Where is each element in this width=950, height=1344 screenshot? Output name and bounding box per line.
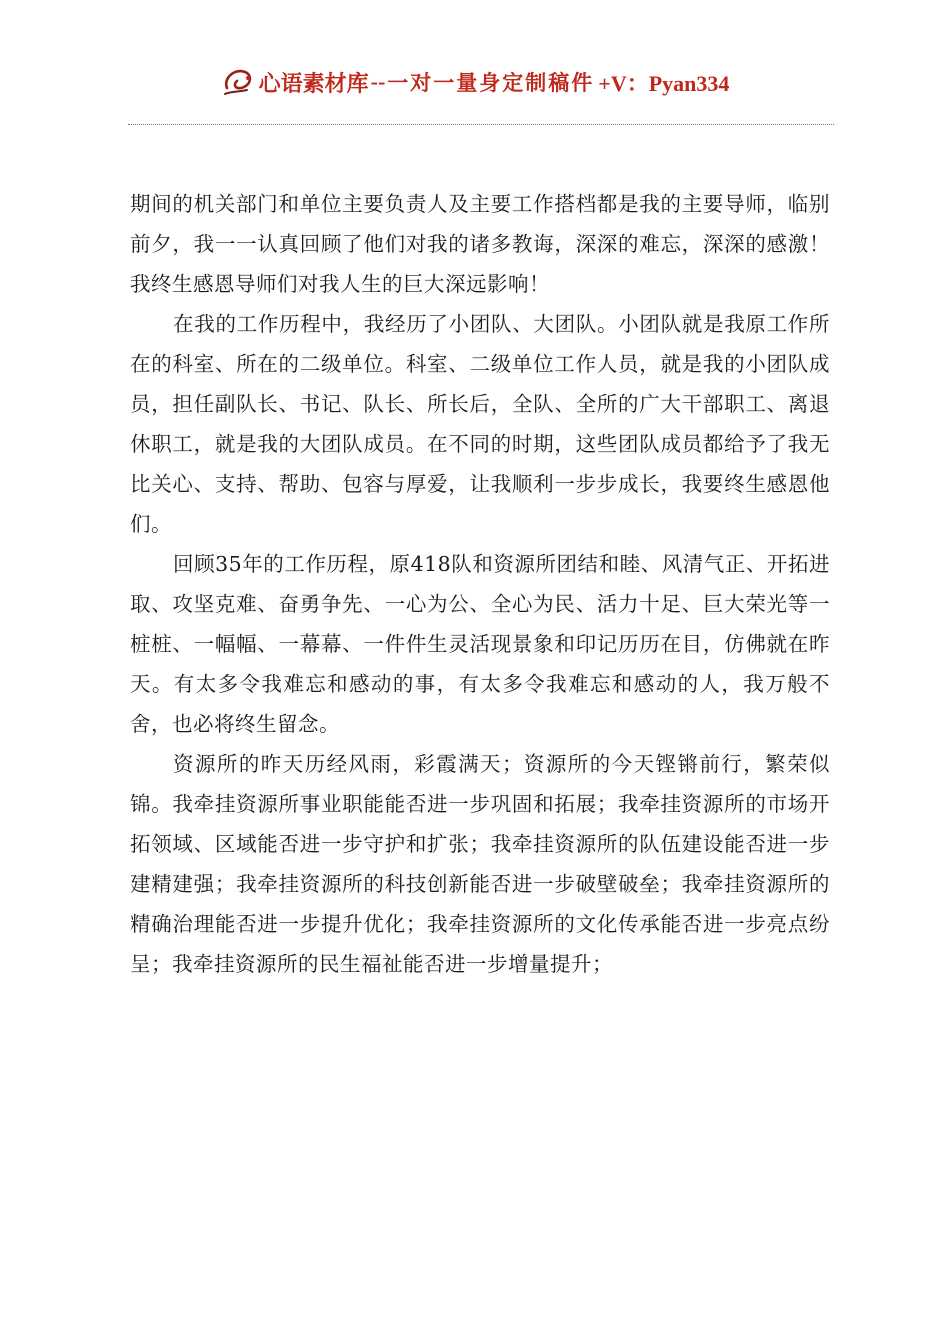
brand-separator: -- [370,69,386,94]
paragraph-4: 资源所的昨天历经风雨，彩霞满天；资源所的今天铿锵前行，繁荣似锦。我牵挂资源所事业职能能否进一步巩固和拓展；我牵挂资源所的市场开拓领域、区域能否进一步守护和扩张；我牵挂资源所的队伍建设能否进一步建精建强；我牵挂资源所的科技创新能否进一步破壁破垒；我牵挂资源所的精确治理能否进一步提升优化；我牵挂资源所的文化传承能否进一步亮点纷呈；我牵挂资源所的民生福祉能否进一步增量提升； [130,752,830,976]
document-body [130,184,830,984]
brand-name: 心语素材库 [258,70,369,97]
header-tagline: 一对一量身定制稿件 [387,70,595,95]
brush-swirl-logo-icon [221,64,257,100]
paragraph-1: 期间的机关部门和单位主要负责人及主要工作搭档都是我的主要导师，临别前夕，我一一认真回顾了他们对我的诸多教诲，深深的难忘，深深的感激！我终生感恩导师们对我人生的巨大深远影响！ [130,192,830,296]
paragraph-2: 在我的工作历程中，我经历了小团队、大团队。小团队就是我原工作所在的科室、所在的二级单位。科室、二级单位工作人员，就是我的小团队成员，担任副队长、书记、队长、所长后，全队、全所的广大干部职工、离退休职工，就是我的大团队成员。在不同的时期，这些团队成员都给予了我无比关心、支持、帮助、包容与厚爱，让我顺利一步步成长，我要终生感恩他们。 [130,312,830,536]
header-contact: +V：Pyan334 [598,70,730,96]
page-header [0,60,950,104]
header-divider [128,124,834,125]
paragraph-3: 回顾35年的工作历程，原418队和资源所团结和睦、风清气正、开拓进取、攻坚克难、奋勇争先、一心为公、全心为民、活力十足、巨大荣光等一桩桩、一幅幅、一幕幕、一件件生灵活现景象和印记历历在目，仿佛就在昨天。有太多令我难忘和感动的事，有太多令我难忘和感动的人，我万般不舍，也必将终生留念。 [130,552,830,736]
